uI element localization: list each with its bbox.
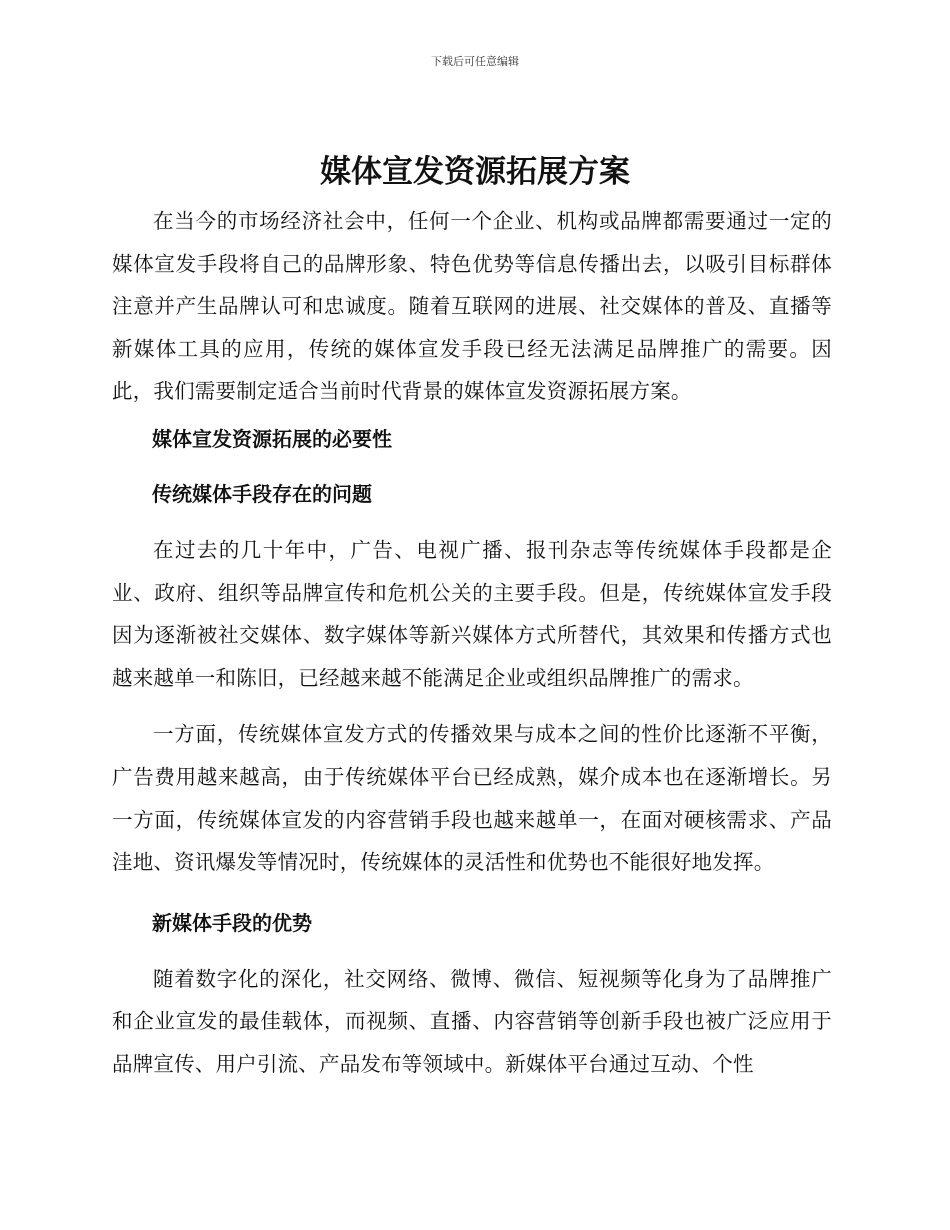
subheading-new-media-advantages: 新媒体手段的优势	[152, 910, 312, 935]
intro-paragraph: 在当今的市场经济社会中，任何一个企业、机构或品牌都需要通过一定的媒体宣发手段将自己的品牌形象、特色优势等信息传播出去，以吸引目标群体注意并产生品牌认可和忠诚度。随着互联网的进展、社交媒体的普及、直播等新媒体工具的应用，传统的媒体宣发手段已经无法满足品牌推广的需要。因此，我们需要制定适合当前时代背景的媒体宣发资源拓展方案。	[112, 209, 832, 404]
document-body	[112, 200, 832, 1086]
new-media-paragraph: 随着数字化的深化，社交网络、微博、微信、短视频等化身为了品牌推广和企业宣发的最佳载体，而视频、直播、内容营销等创新手段也被广泛应用于品牌宣传、用户引流、产品发布等领域中。新媒体平台通过互动、个性	[112, 966, 832, 1076]
subheading-traditional-media-problems: 传统媒体手段存在的问题	[152, 481, 372, 506]
section-heading-necessity: 媒体宣发资源拓展的必要性	[152, 426, 392, 451]
traditional-media-paragraph-2: 一方面，传统媒体宣发方式的传播效果与成本之间的性价比逐渐不平衡，广告费用越来越高，由于传统媒体平台已经成熟，媒介成本也在逐渐增长。另一方面，传统媒体宣发的内容营销手段也越来越单一，在面对硬核需求、产品洼地、资讯爆发等情况时，传统媒体的灵活性和优势也不能很好地发挥。	[112, 722, 832, 875]
traditional-media-paragraph-1: 在过去的几十年中，广告、电视广播、报刊杂志等传统媒体手段都是企业、政府、组织等品牌宣传和危机公关的主要手段。但是，传统媒体宣发手段因为逐渐被社交媒体、数字媒体等新兴媒体方式所替代，其效果和传播方式也越来越单一和陈旧，已经越来越不能满足企业或组织品牌推广的需求。	[112, 537, 832, 690]
page-header-note: 下载后可任意编辑	[431, 55, 519, 68]
document-title: 媒体宣发资源拓展方案	[320, 154, 630, 190]
